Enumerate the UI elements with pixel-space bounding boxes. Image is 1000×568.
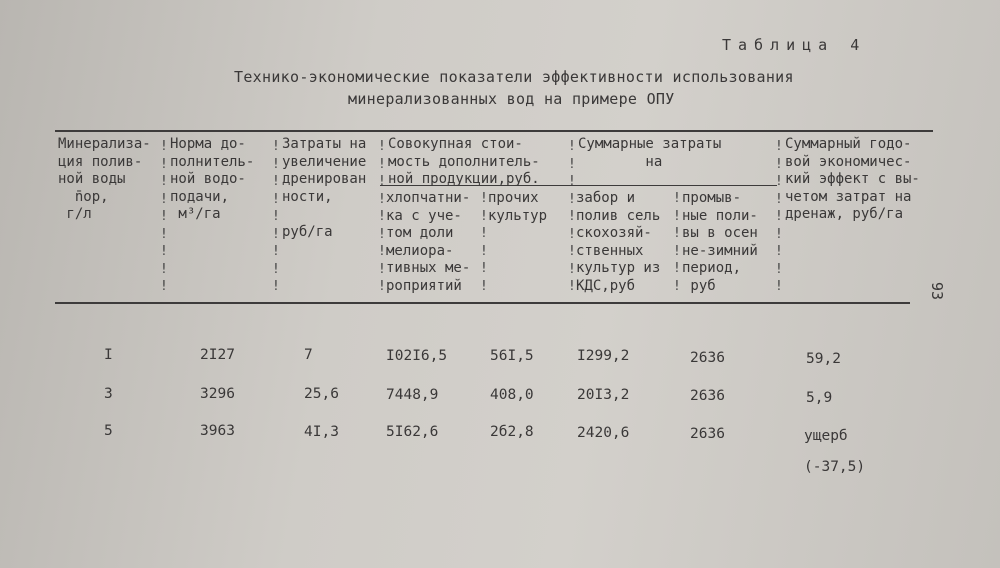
table-top-rule <box>55 130 933 132</box>
column-separator: ! ! ! ! ! ! ! ! ! <box>568 139 576 294</box>
header-annual-effect: Суммарный годо- вой экономичес- кий эффект с вы- четом затрат на дренаж, руб/га <box>785 136 920 222</box>
header-production-group: Совокупная стои- мость дополнитель- ной продукции,руб. <box>388 136 540 187</box>
column-separator: ! ! ! ! ! ! ! ! ! <box>378 139 386 294</box>
column-separator: ! ! ! ! ! ! <box>673 191 681 294</box>
header-flushing: промыв- ные поли- вы в осен не-зимний период, руб <box>682 190 758 294</box>
column-separator: ! ! ! ! ! ! <box>480 191 488 294</box>
table-title-line-2: минерализованных вод на примере ОПУ <box>348 90 675 108</box>
table-header-bottom-rule <box>55 302 910 304</box>
table-label: Таблица 4 <box>722 36 867 54</box>
header-intake-irrigation: забор и полив сель скохозяй- ственных культур из КДС,руб <box>576 190 661 294</box>
header-mineralization: Минерализа- ция полив- ной воды n̄ор, г/л <box>58 136 151 222</box>
table-title-line-1: Технико-экономические показатели эффективности использования <box>234 68 794 86</box>
header-costs-group: Суммарные затраты на <box>578 136 722 170</box>
header-drainage-cost: Затраты на увеличение дренирован ности, руб/га <box>282 136 367 240</box>
header-cotton: хлопчатни- ка с уче- том доли мелиора- тивных ме- роприятий <box>386 190 471 294</box>
column-separator: ! ! ! ! ! ! ! ! ! <box>775 139 783 294</box>
header-water-norm: Норма до- полнитель- ной водо- подачи, м³/га <box>170 136 255 222</box>
page-number: 93 <box>928 281 947 301</box>
group-underline-costs <box>572 185 777 186</box>
column-separator: ! ! ! ! ! ! ! ! ! <box>160 139 168 294</box>
column-separator: ! ! ! ! ! ! ! ! ! <box>272 139 280 294</box>
header-other-crops: прочих культур <box>488 190 548 224</box>
